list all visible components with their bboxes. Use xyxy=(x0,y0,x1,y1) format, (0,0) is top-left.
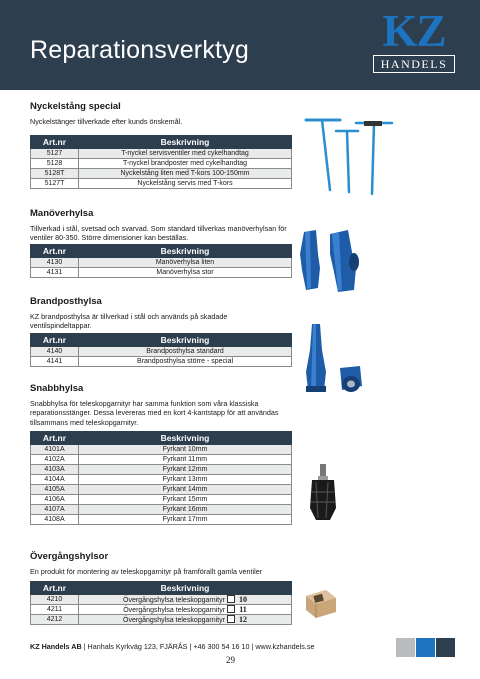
section-title: Snabbhylsa xyxy=(30,383,84,394)
section-title: Manöverhylsa xyxy=(30,208,94,219)
article-description: Övergångshylsa teleskopgarnityr xyxy=(123,597,225,604)
section-manoverhylsa xyxy=(30,208,290,243)
kz-handels-logo xyxy=(373,6,455,72)
overgangshylsa-image xyxy=(302,586,340,620)
size-value: 11 xyxy=(239,605,247,614)
footer-address: Hanhals Kyrkväg 123, FJÄRÅS xyxy=(87,642,188,651)
logo-handels-text: HANDELS xyxy=(373,55,455,73)
footer-separator: | xyxy=(251,642,256,651)
table-row xyxy=(31,169,292,179)
footer-company: KZ Handels AB xyxy=(30,642,82,651)
article-description: Brandposthylsa standard xyxy=(79,347,292,357)
section-brandposthylsa xyxy=(30,296,290,331)
table-header-row xyxy=(31,136,292,149)
article-number: 4210 xyxy=(31,595,79,605)
column-header-art: Art.nr xyxy=(31,582,79,595)
page-footer xyxy=(30,642,314,651)
table-header-row xyxy=(31,334,292,347)
color-swatch-gray xyxy=(396,638,415,657)
table-row xyxy=(31,159,292,169)
table-row xyxy=(31,515,292,525)
article-description: Fyrkant 16mm xyxy=(79,505,292,515)
column-header-art: Art.nr xyxy=(31,334,79,347)
section-description: Nyckelstänger tillverkade efter kunds önskemål. xyxy=(30,117,183,126)
manoverhylsa-image xyxy=(296,224,366,296)
table-row xyxy=(31,465,292,475)
product-table-overgangshylsor xyxy=(30,581,292,625)
table-row xyxy=(31,258,292,268)
table-row xyxy=(31,149,292,159)
article-description-cell xyxy=(79,595,292,605)
t-key-tools-image xyxy=(300,114,396,196)
color-swatch-navy xyxy=(436,638,455,657)
article-number: 4212 xyxy=(31,615,79,625)
footer-separator: | xyxy=(83,642,88,651)
article-number: 4130 xyxy=(31,258,79,268)
size-value: 12 xyxy=(238,615,247,624)
product-table-snabbhylsa xyxy=(30,431,292,525)
article-description: Manöverhylsa liten xyxy=(79,258,292,268)
article-number: 4106A xyxy=(31,495,79,505)
section-description: En produkt för montering av teleskopgarnityr på framförallt gamla ventiler xyxy=(30,567,263,576)
snabbhylsa-image xyxy=(306,462,340,526)
checkbox[interactable] xyxy=(227,615,235,623)
article-number: 5128T xyxy=(31,169,79,179)
article-description: Fyrkant 17mm xyxy=(79,515,292,525)
table-row xyxy=(31,179,292,189)
article-description: Övergångshylsa teleskopgarnityr xyxy=(123,617,225,624)
table-header-row xyxy=(31,245,292,258)
brandposthylsa-image xyxy=(300,320,370,396)
section-nyckelstang xyxy=(30,101,300,126)
section-title: Brandposthylsa xyxy=(30,296,102,307)
article-number: 4141 xyxy=(31,357,79,367)
article-number: 4140 xyxy=(31,347,79,357)
article-number: 4131 xyxy=(31,268,79,278)
column-header-description: Beskrivning xyxy=(79,334,292,347)
article-number: 4105A xyxy=(31,485,79,495)
table-row xyxy=(31,268,292,278)
column-header-description: Beskrivning xyxy=(79,245,292,258)
table-row xyxy=(31,475,292,485)
table-header-row xyxy=(31,582,292,595)
article-number: 5127T xyxy=(31,179,79,189)
article-number: 4107A xyxy=(31,505,79,515)
article-number: 4108A xyxy=(31,515,79,525)
article-description: Fyrkant 10mm xyxy=(79,445,292,455)
article-description: Fyrkant 14mm xyxy=(79,485,292,495)
column-header-art: Art.nr xyxy=(31,136,79,149)
table-row xyxy=(31,485,292,495)
product-table-brandposthylsa xyxy=(30,333,292,367)
article-description: Nyckelstång servis med T-kors xyxy=(79,179,292,189)
article-description: Fyrkant 13mm xyxy=(79,475,292,485)
color-swatch-blue xyxy=(416,638,435,657)
article-number: 4104A xyxy=(31,475,79,485)
product-table-nyckelstang xyxy=(30,135,292,189)
page-number: 29 xyxy=(226,655,235,665)
section-description: Snabbhylsa för teleskopgarnityr har samma funktion som våra klassiska reparationsstänger. Dessa levereras med en kort 4-kantstapp för att användas tillsammans med teleskopgarnityr. xyxy=(30,399,279,427)
article-description: Fyrkant 15mm xyxy=(79,495,292,505)
column-header-description: Beskrivning xyxy=(79,136,292,149)
article-number: 5128 xyxy=(31,159,79,169)
table-header-row xyxy=(31,432,292,445)
page-header xyxy=(0,0,480,90)
section-title: Nyckelstång special xyxy=(30,101,121,112)
page-title: Reparationsverktyg xyxy=(30,36,249,64)
product-table-manoverhylsa xyxy=(30,244,292,278)
article-number: 4101A xyxy=(31,445,79,455)
section-description: Tillverkad i stål, svetsad och svarvad. Som standard tillverkas manöverhylsan för ventiler 80-350. Större dimensioner kan beställas. xyxy=(30,224,287,243)
article-number: 4103A xyxy=(31,465,79,475)
article-description: Fyrkant 11mm xyxy=(79,455,292,465)
footer-website[interactable]: www.kzhandels.se xyxy=(255,642,315,651)
size-value: 10 xyxy=(238,595,247,604)
article-description: Manöverhylsa stor xyxy=(79,268,292,278)
column-header-art: Art.nr xyxy=(31,432,79,445)
section-title: Övergångshylsor xyxy=(30,551,109,562)
article-description-cell xyxy=(79,605,292,615)
table-row xyxy=(31,595,292,605)
article-description: Nyckelstång liten med T-kors 100-150mm xyxy=(79,169,292,179)
footer-separator: | xyxy=(189,642,194,651)
article-number: 5127 xyxy=(31,149,79,159)
table-row xyxy=(31,495,292,505)
table-row xyxy=(31,357,292,367)
article-description: Fyrkant 12mm xyxy=(79,465,292,475)
table-row xyxy=(31,347,292,357)
column-header-description: Beskrivning xyxy=(79,432,292,445)
checkbox[interactable] xyxy=(227,605,235,613)
section-description: KZ brandposthylsa är tillverkad i stål och används på skadade ventilspindeltappar. xyxy=(30,312,228,331)
article-number: 4211 xyxy=(31,605,79,615)
table-row xyxy=(31,615,292,625)
section-overgangshylsor xyxy=(30,551,300,576)
table-row xyxy=(31,445,292,455)
checkbox[interactable] xyxy=(227,595,235,603)
column-header-art: Art.nr xyxy=(31,245,79,258)
table-row xyxy=(31,455,292,465)
column-header-description: Beskrivning xyxy=(79,582,292,595)
footer-phone: +46 300 54 16 10 xyxy=(193,642,250,651)
table-row xyxy=(31,605,292,615)
article-description: Brandposthylsa större - special xyxy=(79,357,292,367)
article-description-cell xyxy=(79,615,292,625)
article-number: 4102A xyxy=(31,455,79,465)
article-description: Övergångshylsa teleskopgarnityr xyxy=(123,607,226,614)
article-description: T-nyckel servisventiler med cykelhandtag xyxy=(79,149,292,159)
section-snabbhylsa xyxy=(30,383,300,427)
article-description: T-nyckel brandposter med cykelhandtag xyxy=(79,159,292,169)
table-row xyxy=(31,505,292,515)
logo-kz-text: KZ xyxy=(382,6,446,56)
